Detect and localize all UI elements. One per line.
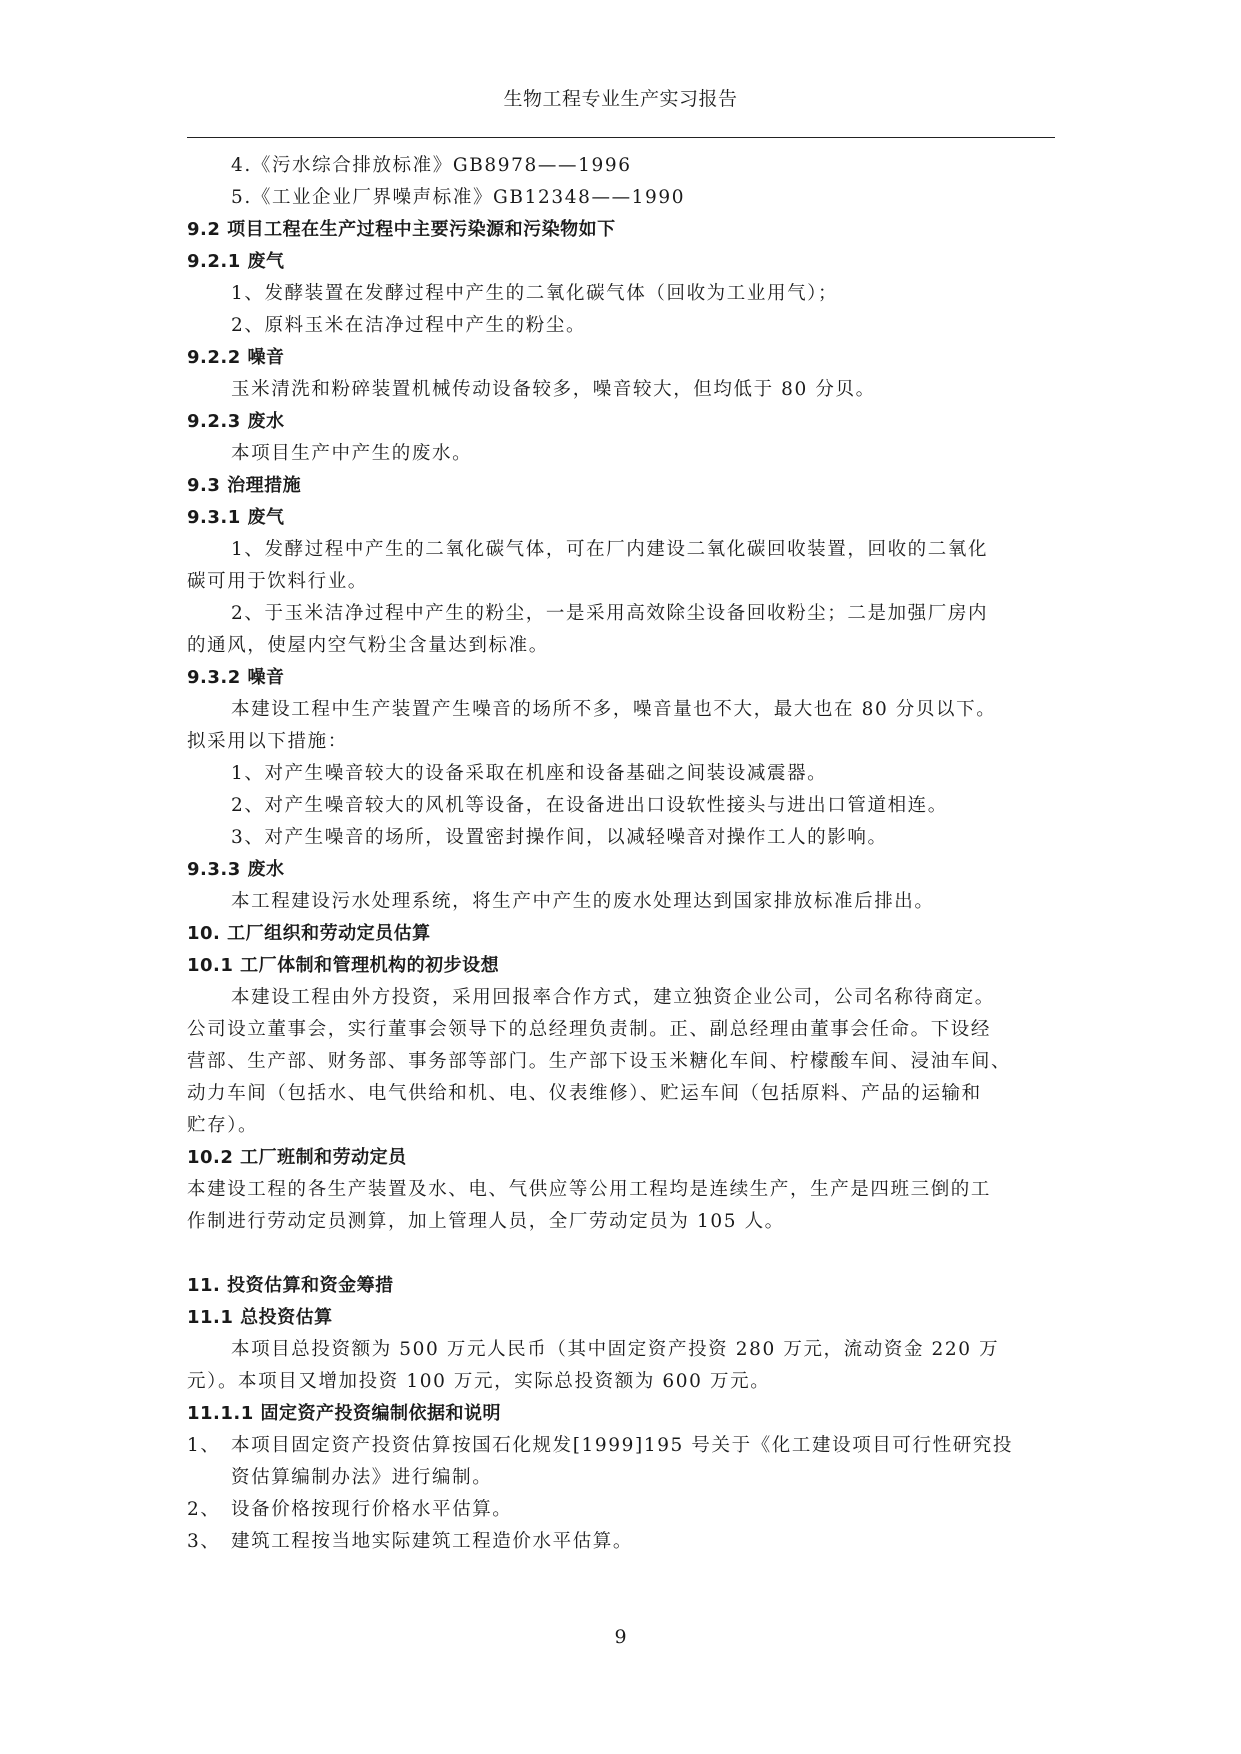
section-heading: 11.1 总投资估算 <box>187 1307 333 1328</box>
list-item-text: 本项目固定资产投资估算按国石化规发[1999]195 号关于《化工建设项目可行性研究投 <box>231 1435 1014 1456</box>
section-heading: 10.1 工厂体制和管理机构的初步设想 <box>187 955 500 976</box>
text-line: 元）。本项目又增加投资 100 万元，实际总投资额为 600 万元。 <box>187 1371 771 1392</box>
section-heading: 9.2.3 废水 <box>187 411 285 432</box>
text-line: 2、原料玉米在洁净过程中产生的粉尘。 <box>231 315 587 336</box>
text-line: 碳可用于饮料行业。 <box>187 571 368 592</box>
text-line: 2、于玉米洁净过程中产生的粉尘，一是采用高效除尘设备回收粉尘；二是加强厂房内 <box>231 603 989 624</box>
text-line: 本建设工程的各生产装置及水、电、气供应等公用工程均是连续生产，生产是四班三倒的工 <box>187 1179 992 1200</box>
list-item-number: 1、 <box>187 1435 221 1456</box>
page-body <box>187 150 1057 1558</box>
text-line: 资估算编制办法》进行编制。 <box>231 1467 493 1488</box>
text-line: 动力车间（包括水、电气供给和机、电、仪表维修）、贮运车间（包括原料、产品的运输和 <box>187 1083 982 1104</box>
section-heading: 9.3.2 噪音 <box>187 667 285 688</box>
list-item-number: 2、 <box>187 1499 221 1520</box>
section-heading: 9.2 项目工程在生产过程中主要污染源和污染物如下 <box>187 219 616 240</box>
section-heading: 9.2.1 废气 <box>187 251 285 272</box>
text-line: 2、对产生噪音较大的风机等设备，在设备进出口设软性接头与进出口管道相连。 <box>231 795 948 816</box>
section-heading: 10. 工厂组织和劳动定员估算 <box>187 923 431 944</box>
text-line: 营部、生产部、财务部、事务部等部门。生产部下设玉米糖化车间、柠檬酸车间、浸油车间、 <box>187 1051 1012 1072</box>
list-item-text: 设备价格按现行价格水平估算。 <box>231 1499 513 1520</box>
text-line: 1、发酵装置在发酵过程中产生的二氧化碳气体（回收为工业用气）； <box>231 283 839 304</box>
text-line: 作制进行劳动定员测算，加上管理人员，全厂劳动定员为 105 人。 <box>187 1211 785 1232</box>
text-line: 贮存）。 <box>187 1115 259 1136</box>
section-heading: 11.1.1 固定资产投资编制依据和说明 <box>187 1403 502 1424</box>
section-heading: 9.3.1 废气 <box>187 507 285 528</box>
section-heading: 11. 投资估算和资金筹措 <box>187 1275 394 1296</box>
text-line: 本项目总投资额为 500 万元人民币（其中固定资产投资 280 万元，流动资金 220 万 <box>231 1339 1000 1360</box>
text-line: 拟采用以下措施： <box>187 731 348 752</box>
text-line: 5.《工业企业厂界噪声标准》GB12348——1990 <box>231 187 686 208</box>
text-line: 玉米清洗和粉碎装置机械传动设备较多，噪音较大，但均低于 80 分贝。 <box>231 379 876 400</box>
header-rule <box>187 137 1055 138</box>
page-number: 9 <box>614 1626 627 1648</box>
section-heading: 9.3.3 废水 <box>187 859 285 880</box>
text-line: 本工程建设污水处理系统，将生产中产生的废水处理达到国家排放标准后排出。 <box>231 891 935 912</box>
text-line: 本项目生产中产生的废水。 <box>231 443 473 464</box>
text-line: 本建设工程中生产装置产生噪音的场所不多，噪音量也不大，最大也在 80 分贝以下。 <box>231 699 997 720</box>
text-line: 1、发酵过程中产生的二氧化碳气体，可在厂内建设二氧化碳回收装置，回收的二氧化 <box>231 539 989 560</box>
section-heading: 9.2.2 噪音 <box>187 347 285 368</box>
section-heading: 10.2 工厂班制和劳动定员 <box>187 1147 407 1168</box>
text-line: 公司设立董事会，实行董事会领导下的总经理负责制。正、副总经理由董事会任命。下设经 <box>187 1019 992 1040</box>
text-line: 3、对产生噪音的场所，设置密封操作间，以减轻噪音对操作工人的影响。 <box>231 827 888 848</box>
text-line: 1、对产生噪音较大的设备采取在机座和设备基础之间装设减震器。 <box>231 763 828 784</box>
list-item <box>187 1430 1057 1462</box>
list-item <box>187 1494 1057 1526</box>
list-item-text: 建筑工程按当地实际建筑工程造价水平估算。 <box>231 1531 634 1552</box>
page-header-title: 生物工程专业生产实习报告 <box>503 88 738 110</box>
section-heading: 9.3 治理措施 <box>187 475 302 496</box>
text-line: 本建设工程由外方投资，采用回报率合作方式，建立独资企业公司，公司名称待商定。 <box>231 987 995 1008</box>
blank-line <box>187 1238 1057 1270</box>
list-item <box>187 1526 1057 1558</box>
text-line: 4.《污水综合排放标准》GB8978——1996 <box>231 155 632 176</box>
list-item-number: 3、 <box>187 1531 221 1552</box>
text-line: 的通风，使屋内空气粉尘含量达到标准。 <box>187 635 549 656</box>
